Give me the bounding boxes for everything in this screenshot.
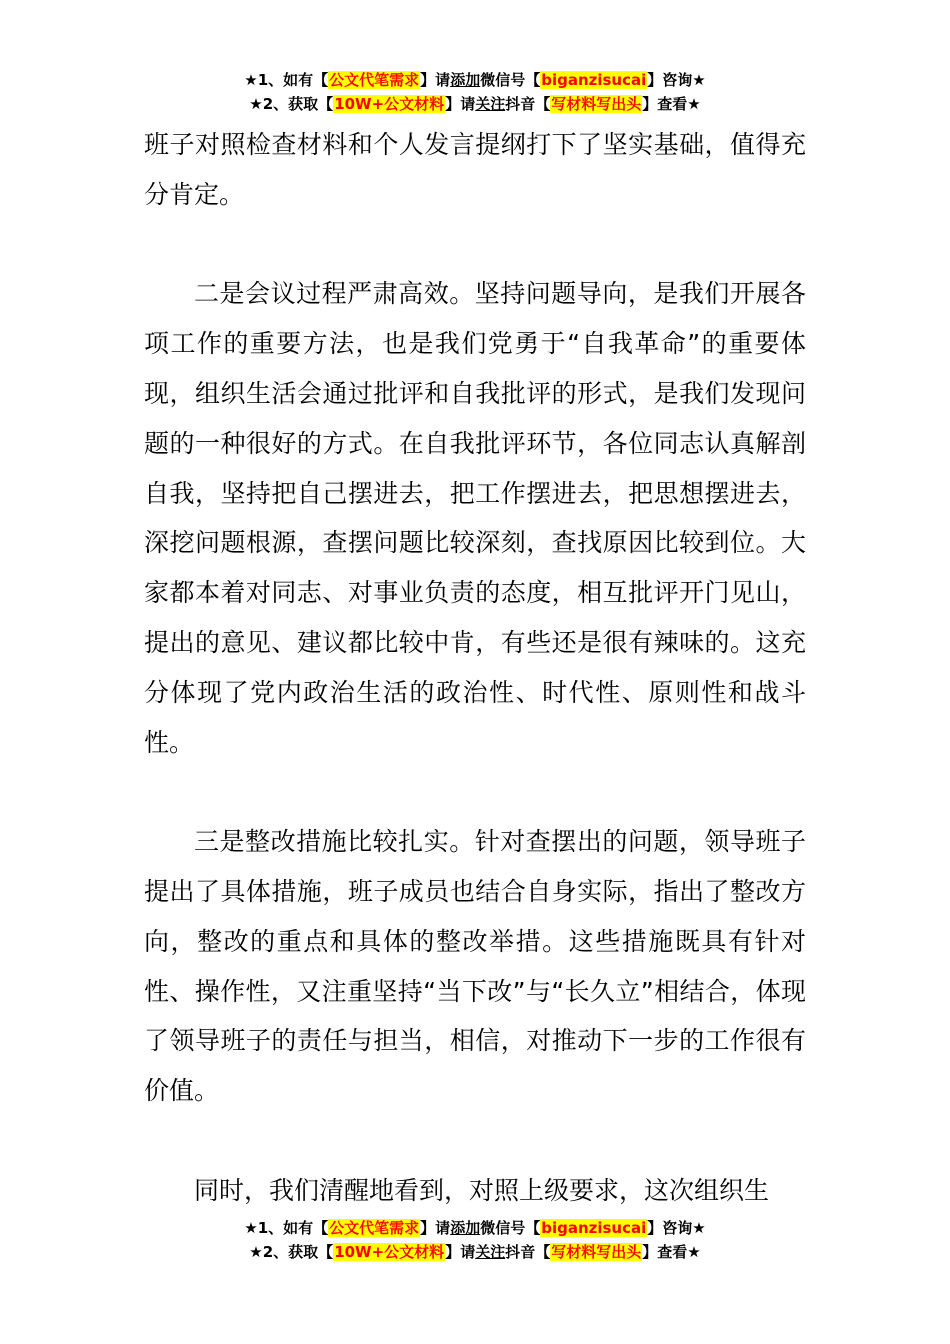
banner-text: ★1、如有【 (244, 71, 329, 89)
footer-banner (0, 1216, 950, 1264)
banner-text: 】咨询★ (647, 71, 706, 89)
banner-text: 抖音【 (505, 1243, 551, 1261)
paragraph-gap (144, 220, 806, 270)
banner-text: ★1、如有【 (244, 1219, 329, 1237)
banner-text: 】查看★ (642, 95, 701, 113)
paragraph-gap (144, 1116, 806, 1166)
banner-line-2 (0, 1240, 950, 1264)
banner-text: 】请 (445, 1243, 476, 1261)
highlight-materials: 10W+公文材料 (334, 95, 445, 113)
highlight-wechat-id: biganzisucai (541, 71, 647, 89)
banner-line-2 (0, 92, 950, 116)
highlight-douyin-account: 写材料写出头 (551, 1243, 642, 1261)
banner-text: 】请 (420, 71, 451, 89)
underlined-follow: 关注 (475, 1243, 506, 1261)
banner-text: ★2、获取【 (249, 95, 334, 113)
banner-text: 】请 (420, 1219, 451, 1237)
paragraph-gap (144, 767, 806, 817)
highlight-service: 公文代笔需求 (329, 1219, 420, 1237)
paragraph-meeting-process: 二是会议过程严肃高效。坚持问题导向，是我们开展各项工作的重要方法，也是我们党勇于“自我革命”的重要体现，组织生活会通过批评和自我批评的形式，是我们发现问题的一种很好的方式。在自我批评环节，各位同志认真解剖自我，坚持把自己摆进去，把工作摆进去，把思想摆进去，深挖问题根源，查摆问题比较深刻，查找原因比较到位。大家都本着对同志、对事业负责的态度，相互批评开门见山，提出的意见、建议都比较中肯，有些还是很有辣味的。这充分体现了党内政治生活的政治性、时代性、原则性和战斗性。 (144, 279, 806, 757)
banner-text: ★2、获取【 (249, 1243, 334, 1261)
highlight-wechat-id: biganzisucai (541, 1219, 647, 1237)
banner-text: 微信号【 (480, 1219, 541, 1237)
banner-text: 微信号【 (480, 71, 541, 89)
paragraph-continuation: 班子对照检查材料和个人发言提纲打下了坚实基础，值得充分肯定。 (144, 130, 806, 209)
banner-line-1 (0, 68, 950, 92)
underlined-add: 添加 (450, 1219, 481, 1237)
banner-line-1 (0, 1216, 950, 1240)
highlight-service: 公文代笔需求 (329, 71, 420, 89)
banner-text: 】咨询★ (647, 1219, 706, 1237)
banner-text: 】请 (445, 95, 476, 113)
highlight-douyin-account: 写材料写出头 (551, 95, 642, 113)
underlined-follow: 关注 (475, 95, 506, 113)
paragraph-rectification-measures: 三是整改措施比较扎实。针对查摆出的问题，领导班子提出了具体措施，班子成员也结合自身实际，指出了整改方向，整改的重点和具体的整改举措。这些措施既具有针对性、操作性，又注重坚持“当下改”与“长久立”相结合，体现了领导班子的责任与担当，相信，对推动下一步的工作很有价值。 (144, 827, 806, 1106)
banner-text: 】查看★ (642, 1243, 701, 1261)
document-body (144, 120, 806, 1216)
underlined-add: 添加 (450, 71, 481, 89)
header-banner (0, 68, 950, 116)
highlight-materials: 10W+公文材料 (334, 1243, 445, 1261)
paragraph-at-the-same-time: 同时，我们清醒地看到，对照上级要求，这次组织生 (194, 1175, 770, 1205)
banner-text: 抖音【 (505, 95, 551, 113)
